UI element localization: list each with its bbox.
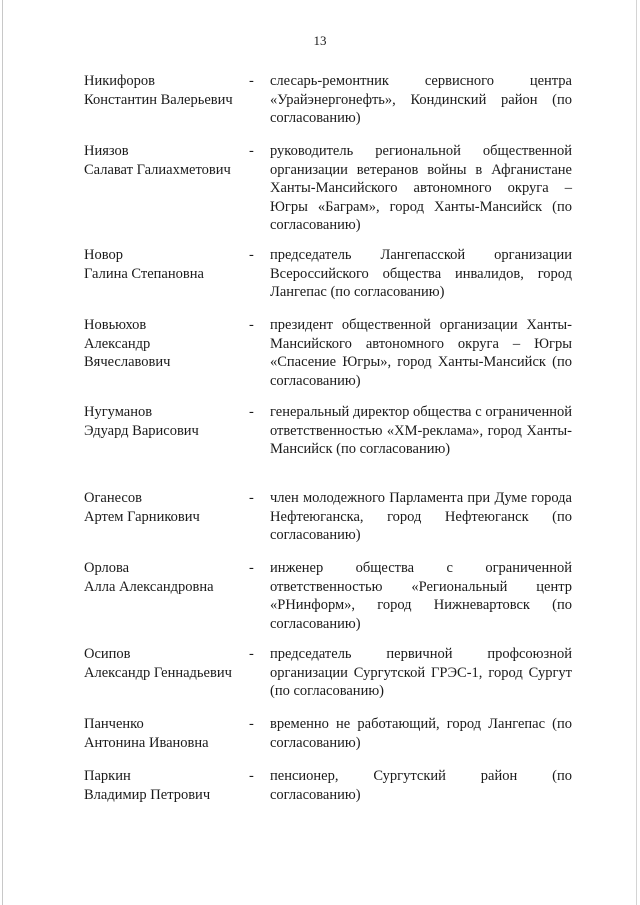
position-description: руководитель региональной общественной организации ветеранов войны в Афганистане Ханты-Мансийского автономного округа – Югры «Баграм», город Ханты-Мансийск (по согласованию) <box>270 143 572 233</box>
surname: Панченко <box>84 716 144 732</box>
surname: Осипов <box>84 646 131 662</box>
given-name: Салават Галиахметович <box>84 161 231 178</box>
position-description: временно не работающий, город Лангепас (по согласованию) <box>270 716 572 751</box>
separator-dash: - <box>249 490 254 506</box>
person-name <box>84 559 249 596</box>
given-name: Артем Гарникович <box>84 508 200 525</box>
page-number: 13 <box>313 33 327 48</box>
person-name <box>84 489 249 526</box>
separator-dash: - <box>249 317 254 333</box>
given-name: Галина Степановна <box>84 265 204 282</box>
surname: Орлова <box>84 560 130 576</box>
person-name <box>84 316 249 372</box>
given-name: Антонина Ивановна <box>84 734 209 751</box>
separator-dash: - <box>249 143 254 159</box>
scan-edge-right <box>636 0 637 905</box>
position-description: председатель Лангепасской организации Всероссийского общества инвалидов, город Лангепас (по согласованию) <box>270 247 572 300</box>
surname: Никифоров <box>84 73 156 89</box>
position-description: инженер общества с ограниченной ответственностью «Региональный центр «РНинформ», город Нижневартовск (по согласованию) <box>270 560 572 632</box>
position-description: генеральный директор общества с ограниченной ответственностью «ХМ-реклама», город Ханты-Мансийск (по согласованию) <box>270 404 572 457</box>
person-name <box>84 246 249 283</box>
surname: Паркин <box>84 768 131 784</box>
position-description: председатель первичной профсоюзной организации Сургутской ГРЭС-1, город Сургут (по согласованию) <box>270 646 572 699</box>
given-name: Александр Геннадьевич <box>84 664 232 681</box>
position-description: член молодежного Парламента при Думе города Нефтеюганска, город Нефтеюганск (по согласованию) <box>270 490 572 543</box>
separator-dash: - <box>249 646 254 662</box>
surname: Ниязов <box>84 143 129 159</box>
given-name: Владимир Петрович <box>84 786 211 803</box>
separator-dash: - <box>249 768 254 784</box>
surname: Нугуманов <box>84 404 153 420</box>
person-name <box>84 767 249 804</box>
person-name <box>84 72 249 109</box>
position-description: пенсионер, Сургутский район (по согласованию) <box>270 768 572 803</box>
given-name-continued: Вячеславович <box>84 354 171 370</box>
person-name <box>84 715 249 752</box>
person-name <box>84 645 249 682</box>
separator-dash: - <box>249 716 254 732</box>
given-name: Эдуард Варисович <box>84 422 199 439</box>
separator-dash: - <box>249 404 254 420</box>
person-name <box>84 142 249 179</box>
surname: Новор <box>84 247 123 263</box>
separator-dash: - <box>249 247 254 263</box>
surname: Оганесов <box>84 490 142 506</box>
separator-dash: - <box>249 73 254 89</box>
position-description: президент общественной организации Ханты-Мансийского автономного округа – Югры «Спасение Югры», город Ханты-Мансийск (по согласованию) <box>270 317 572 389</box>
separator-dash: - <box>249 560 254 576</box>
position-description: слесарь-ремонтник сервисного центра «Урайэнергонефть», Кондинский район (по согласованию) <box>270 73 572 126</box>
given-name: Константин Валерьевич <box>84 91 233 108</box>
scan-edge-left <box>2 0 3 905</box>
given-name: Александр <box>84 335 151 352</box>
person-name <box>84 403 249 440</box>
given-name: Алла Александровна <box>84 578 214 595</box>
surname: Новьюхов <box>84 317 147 333</box>
